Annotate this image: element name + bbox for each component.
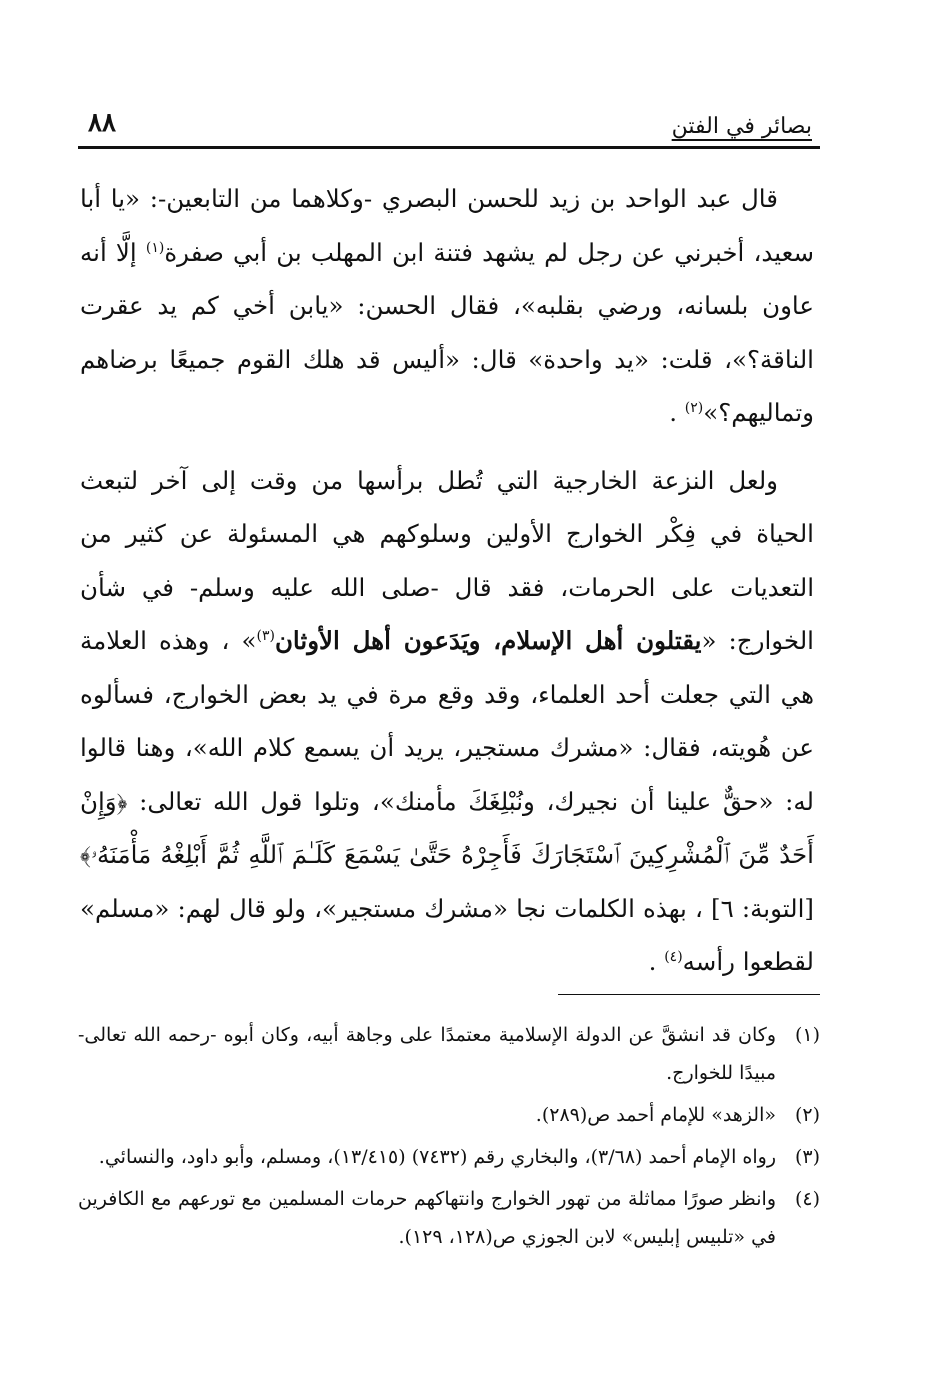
paragraph-2-end: . [648,947,665,976]
main-text [80,172,814,989]
footnote-number: (٢) [794,1104,820,1126]
footnote-marker-2: (٢) [684,399,704,416]
footnote-number: (٣) [794,1146,820,1168]
footnote-4 [78,1180,820,1256]
paragraph-2-continued: » ، وهذه العلامة هي التي جعلت أحد العلماء، وقد وقع مرة في يد بعض الخوارج، فسألوه عن هُويته، فقال: «مشرك مستجير، يريد أن يسمع كلام الله»، وهنا قالوا له: «حقٌّ علينا أن نجيرك، ونُبْلِغَكَ مأمنك»، وتلوا قول الله تعالى: ﴿وَإِنْ أَحَدٌ مِّنَ ٱلْمُشْرِكِينَ ٱسْتَجَارَكَ فَأَجِرْهُ حَتَّىٰ يَسْمَعَ كَلَـٰمَ ٱللَّهِ ثُمَّ أَبْلِغْهُ مَأْمَنَهُۥ﴾ [التوبة: ٦] ، بهذه الكلمات نجا «مشرك مستجير»، ولو قال لهم: «مسلم» لقطعوا رأسه [80,626,814,976]
footnote-text: وكان قد انشقَّ عن الدولة الإسلامية معتمدًا على وجاهة أبيه، وكان أبوه -رحمه الله تعالى- مبيدًا للخوارج. [78,1024,776,1084]
footnote-text: رواه الإمام أحمد (٣/٦٨)، والبخاري رقم (٧٤٣٢) (١٣/٤١٥)، ومسلم، وأبو داود، والنسائي. [98,1146,776,1168]
footnote-3 [78,1138,820,1176]
footnote-marker-1: (١) [145,239,165,256]
footnote-text: «الزهد» للإمام أحمد ص(٢٨٩). [535,1104,776,1126]
paragraph-2 [80,454,814,989]
hadith-quote: يقتلون أهل الإسلام، ويَدَعون أهل الأوثان [274,626,702,655]
footnotes [78,1016,820,1260]
footnote-text: وانظر صورًا مماثلة من تهور الخوارج وانتهاكهم حرمات المسلمين مع تورعهم مع الكافرين في «تلبيس إبليس» لابن الجوزي ص(١٢٨، ١٢٩). [78,1188,776,1248]
paragraph-1-continued: إلَّا أنه عاون بلسانه، ورضي بقلبه»، فقال الحسن: «يابن أخي كم يد عقرت الناقة؟»، قلت: «يد واحدة» قال: «أليس قد هلك القوم جميعًا برضاهم وتماليهم؟» [80,237,814,427]
paragraph-1-text: قال عبد الواحد بن زيد للحسن البصري -وكلاهما من التابعين-: «يا أبا سعيد، أخبرني عن رجل لم يشهد فتنة ابن المهلب بن أبي صفرة [80,184,814,267]
footnote-marker-4: (٤) [664,948,683,965]
page-header [78,108,820,144]
footnote-number: (١) [794,1024,820,1046]
running-title: بصائر في الفتن [671,114,812,139]
page-number: ٨٨ [88,108,116,138]
footnote-2 [78,1096,820,1134]
footnote-1 [78,1016,820,1092]
paragraph-1 [80,172,814,440]
footnote-number: (٤) [794,1188,820,1210]
footnote-marker-3: (٣) [256,627,275,644]
paragraph-2-text: ولعل النزعة الخارجية التي تُطل برأسها من وقت إلى آخر لتبعث الحياة في فِكْر الخوارج الأولين وسلوكهم هي المسئولة عن كثير من التعديات على الحرمات، فقد قال -صلى الله عليه وسلم- في شأن الخوارج: « [80,465,814,655]
paragraph-1-end: . [669,398,685,427]
footnote-divider [558,994,820,995]
header-divider [78,146,820,149]
